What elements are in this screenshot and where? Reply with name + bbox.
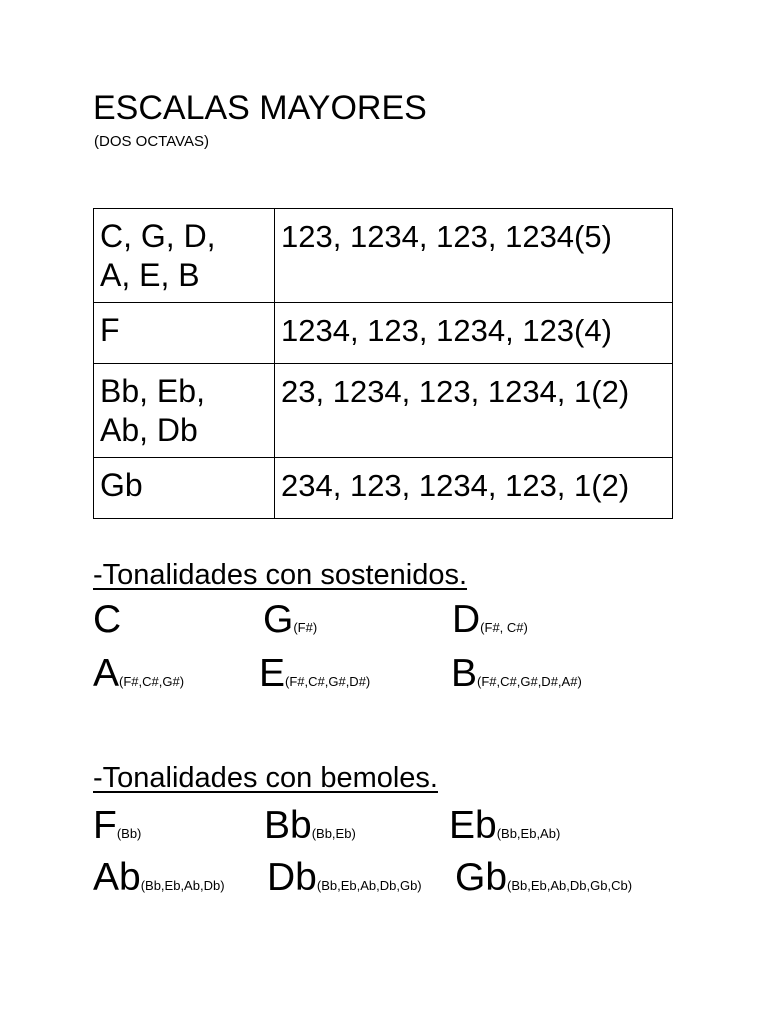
key-accidentals: (Bb,Eb) — [311, 826, 356, 841]
key-name: Ab — [93, 856, 141, 899]
key-accidentals: (F#,C#,G#,D#,A#) — [477, 674, 582, 689]
fingering-table — [93, 208, 673, 519]
key-name: Bb — [264, 804, 312, 847]
keys-line: F — [100, 312, 120, 348]
key-entry-c — [93, 598, 121, 650]
key-accidentals: (Bb) — [116, 826, 142, 841]
keys-line: C, G, D, — [100, 218, 216, 254]
key-name: B — [451, 652, 478, 695]
key-entry-f — [93, 804, 141, 856]
key-entry-eb — [449, 804, 560, 856]
key-accidentals: (Bb,Eb,Ab,Db) — [140, 878, 225, 893]
key-name: Eb — [449, 804, 497, 847]
key-name: F — [93, 804, 117, 847]
keys-line: Gb — [100, 467, 143, 503]
table-row — [94, 458, 673, 519]
key-entry-bb — [264, 804, 356, 856]
key-entry-gb — [455, 856, 632, 908]
page-subtitle: (DOS OCTAVAS) — [94, 133, 210, 150]
keys-cell — [94, 458, 275, 519]
key-accidentals: (F#, C#) — [480, 620, 528, 635]
key-name: Db — [267, 856, 317, 899]
table-row — [94, 209, 673, 303]
table-row — [94, 364, 673, 458]
keys-line: Bb, Eb, — [100, 373, 205, 409]
keys-line: A, E, B — [100, 257, 200, 293]
fingering-cell: 123, 1234, 123, 1234(5) — [275, 209, 673, 303]
fingering-cell: 234, 123, 1234, 123, 1(2) — [275, 458, 673, 519]
table-row — [94, 303, 673, 364]
fingering-cell: 1234, 123, 1234, 123(4) — [275, 303, 673, 364]
key-entry-g — [263, 598, 317, 650]
key-entry-e — [259, 652, 370, 704]
keys-cell — [94, 303, 275, 364]
key-name: D — [452, 598, 481, 641]
key-accidentals: (Bb,Eb,Ab,Db,Gb) — [316, 878, 422, 893]
key-name: C — [93, 598, 122, 641]
key-accidentals: (Bb,Eb,Ab,Db,Gb,Cb) — [507, 878, 633, 893]
fingering-cell: 23, 1234, 123, 1234, 1(2) — [275, 364, 673, 458]
key-entry-b — [451, 652, 582, 704]
key-entry-d — [452, 598, 528, 650]
flats-heading: -Tonalidades con bemoles. — [93, 762, 438, 794]
key-accidentals: (F#) — [293, 620, 318, 635]
keys-cell — [94, 209, 275, 303]
key-accidentals: (F#,C#,G#,D#) — [285, 674, 371, 689]
key-entry-a — [93, 652, 184, 704]
key-accidentals: (F#,C#,G#) — [119, 674, 185, 689]
keys-line: Ab, Db — [100, 412, 198, 448]
page-title: ESCALAS MAYORES — [93, 89, 427, 127]
key-name: Gb — [455, 856, 508, 899]
sharps-heading: -Tonalidades con sostenidos. — [93, 559, 468, 591]
key-entry-db — [267, 856, 422, 908]
keys-cell — [94, 364, 275, 458]
key-entry-ab — [93, 856, 225, 908]
key-name: A — [93, 652, 120, 695]
key-name: E — [259, 652, 286, 695]
key-accidentals: (Bb,Eb,Ab) — [496, 826, 561, 841]
key-name: G — [263, 598, 294, 641]
